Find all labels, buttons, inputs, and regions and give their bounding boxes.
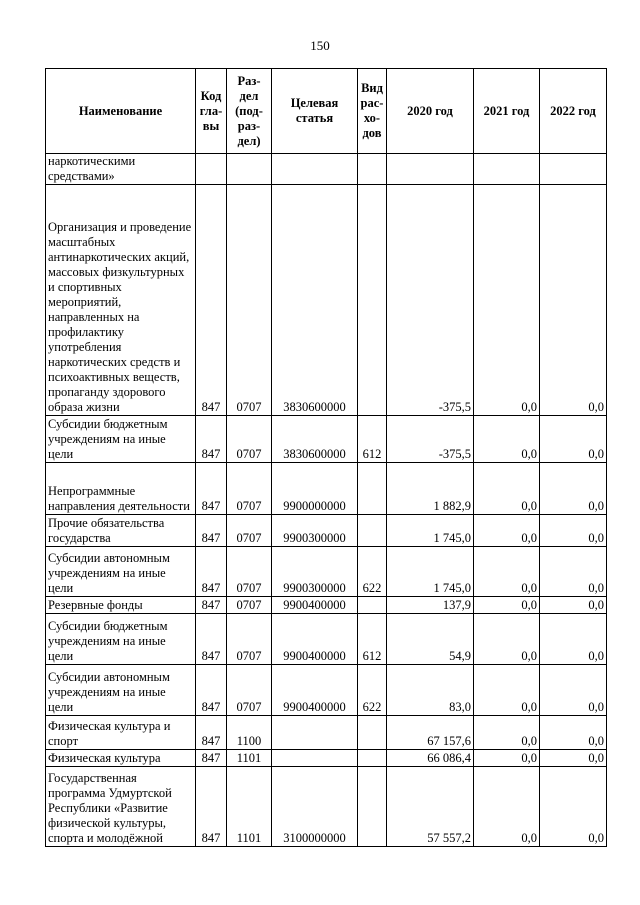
- budget-table: [45, 68, 607, 847]
- header-section: Раз- дел (под- раз- дел): [227, 69, 272, 154]
- header-code: Код гла- вы: [196, 69, 227, 154]
- row-target: [272, 716, 358, 750]
- row-2021: [474, 154, 540, 185]
- row-2020: 1 882,9: [387, 463, 474, 515]
- table-row: [46, 416, 607, 463]
- row-2020: 1 745,0: [387, 515, 474, 547]
- row-name: Физическая культура и спорт: [46, 716, 196, 750]
- header-target: Целевая статья: [272, 69, 358, 154]
- row-name: Резервные фонды: [46, 597, 196, 614]
- table-row: [46, 463, 607, 515]
- row-section: 0707: [227, 665, 272, 716]
- row-2020: 1 745,0: [387, 547, 474, 597]
- row-kind: 612: [358, 614, 387, 665]
- row-2020: -375,5: [387, 416, 474, 463]
- row-code: 847: [196, 547, 227, 597]
- row-2021: 0,0: [474, 716, 540, 750]
- row-section: [227, 154, 272, 185]
- header-2020: 2020 год: [387, 69, 474, 154]
- row-2021: 0,0: [474, 463, 540, 515]
- row-2020: 57 557,2: [387, 767, 474, 847]
- page-number: 150: [310, 38, 330, 53]
- row-kind: [358, 750, 387, 767]
- row-name: Организация и проведение масштабных антинаркотических акций, массовых физкультурных и спортивных мероприятий, направленных на профилактику употребления наркотических средств и психоактивных веществ, пропаганду здорового образа жизни: [46, 185, 196, 416]
- row-2022: 0,0: [540, 665, 607, 716]
- row-2022: 0,0: [540, 614, 607, 665]
- table-row: [46, 154, 607, 185]
- row-2021: 0,0: [474, 665, 540, 716]
- row-kind: [358, 515, 387, 547]
- row-target: 9900400000: [272, 614, 358, 665]
- row-2020: 66 086,4: [387, 750, 474, 767]
- row-code: 847: [196, 614, 227, 665]
- header-2022: 2022 год: [540, 69, 607, 154]
- row-kind: 622: [358, 665, 387, 716]
- row-code: 847: [196, 597, 227, 614]
- row-name: Субсидии автономным учреждениям на иные цели: [46, 665, 196, 716]
- row-target: 9900400000: [272, 597, 358, 614]
- row-2022: 0,0: [540, 463, 607, 515]
- row-2021: 0,0: [474, 767, 540, 847]
- header-2021: 2021 год: [474, 69, 540, 154]
- row-kind: [358, 767, 387, 847]
- row-name: наркотическими средствами»: [46, 154, 196, 185]
- row-2020: 67 157,6: [387, 716, 474, 750]
- row-2021: 0,0: [474, 416, 540, 463]
- row-2020: [387, 154, 474, 185]
- header-name: Наименование: [46, 69, 196, 154]
- row-target: 9900000000: [272, 463, 358, 515]
- row-target: 9900300000: [272, 547, 358, 597]
- row-2020: 83,0: [387, 665, 474, 716]
- row-2022: 0,0: [540, 750, 607, 767]
- row-2021: 0,0: [474, 597, 540, 614]
- table-row: [46, 597, 607, 614]
- row-target: 3830600000: [272, 416, 358, 463]
- row-target: 3830600000: [272, 185, 358, 416]
- table-row: [46, 665, 607, 716]
- header-kind: Вид рас- хо- дов: [358, 69, 387, 154]
- row-name: Субсидии бюджетным учреждениям на иные цели: [46, 416, 196, 463]
- table-header-row: [46, 69, 607, 154]
- row-2022: 0,0: [540, 185, 607, 416]
- row-2022: 0,0: [540, 767, 607, 847]
- table-row: [46, 767, 607, 847]
- row-section: 0707: [227, 614, 272, 665]
- row-2021: 0,0: [474, 515, 540, 547]
- row-2020: 54,9: [387, 614, 474, 665]
- row-code: 847: [196, 416, 227, 463]
- table-row: [46, 547, 607, 597]
- row-section: 0707: [227, 547, 272, 597]
- table-row: [46, 185, 607, 416]
- row-2022: 0,0: [540, 416, 607, 463]
- row-2022: 0,0: [540, 547, 607, 597]
- row-2021: 0,0: [474, 547, 540, 597]
- row-kind: 622: [358, 547, 387, 597]
- table-row: [46, 614, 607, 665]
- row-code: 847: [196, 185, 227, 416]
- row-name: Непрограммные направления деятельности: [46, 463, 196, 515]
- row-name: Физическая культура: [46, 750, 196, 767]
- row-code: 847: [196, 463, 227, 515]
- row-code: 847: [196, 750, 227, 767]
- row-target: [272, 154, 358, 185]
- row-section: 1101: [227, 767, 272, 847]
- table-row: [46, 716, 607, 750]
- row-target: 3100000000: [272, 767, 358, 847]
- row-section: 0707: [227, 515, 272, 547]
- row-kind: [358, 597, 387, 614]
- row-2021: 0,0: [474, 750, 540, 767]
- row-name: Субсидии бюджетным учреждениям на иные цели: [46, 614, 196, 665]
- row-section: 0707: [227, 463, 272, 515]
- row-kind: [358, 716, 387, 750]
- row-section: 1101: [227, 750, 272, 767]
- row-code: 847: [196, 665, 227, 716]
- row-section: 0707: [227, 416, 272, 463]
- table-row: [46, 750, 607, 767]
- row-2022: 0,0: [540, 597, 607, 614]
- row-target: 9900400000: [272, 665, 358, 716]
- row-2022: 0,0: [540, 716, 607, 750]
- row-2020: 137,9: [387, 597, 474, 614]
- row-code: [196, 154, 227, 185]
- row-code: 847: [196, 716, 227, 750]
- row-kind: [358, 154, 387, 185]
- row-target: 9900300000: [272, 515, 358, 547]
- row-section: 0707: [227, 597, 272, 614]
- row-2022: [540, 154, 607, 185]
- row-2020: -375,5: [387, 185, 474, 416]
- row-target: [272, 750, 358, 767]
- row-2021: 0,0: [474, 614, 540, 665]
- row-kind: [358, 463, 387, 515]
- row-2021: 0,0: [474, 185, 540, 416]
- row-section: 0707: [227, 185, 272, 416]
- row-name: Государственная программа Удмуртской Республики «Развитие физической культуры, спорта и молодёжной: [46, 767, 196, 847]
- row-2022: 0,0: [540, 515, 607, 547]
- row-code: 847: [196, 767, 227, 847]
- row-name: Субсидии автономным учреждениям на иные цели: [46, 547, 196, 597]
- row-code: 847: [196, 515, 227, 547]
- row-name: Прочие обязательства государства: [46, 515, 196, 547]
- row-section: 1100: [227, 716, 272, 750]
- table-row: [46, 515, 607, 547]
- row-kind: 612: [358, 416, 387, 463]
- row-kind: [358, 185, 387, 416]
